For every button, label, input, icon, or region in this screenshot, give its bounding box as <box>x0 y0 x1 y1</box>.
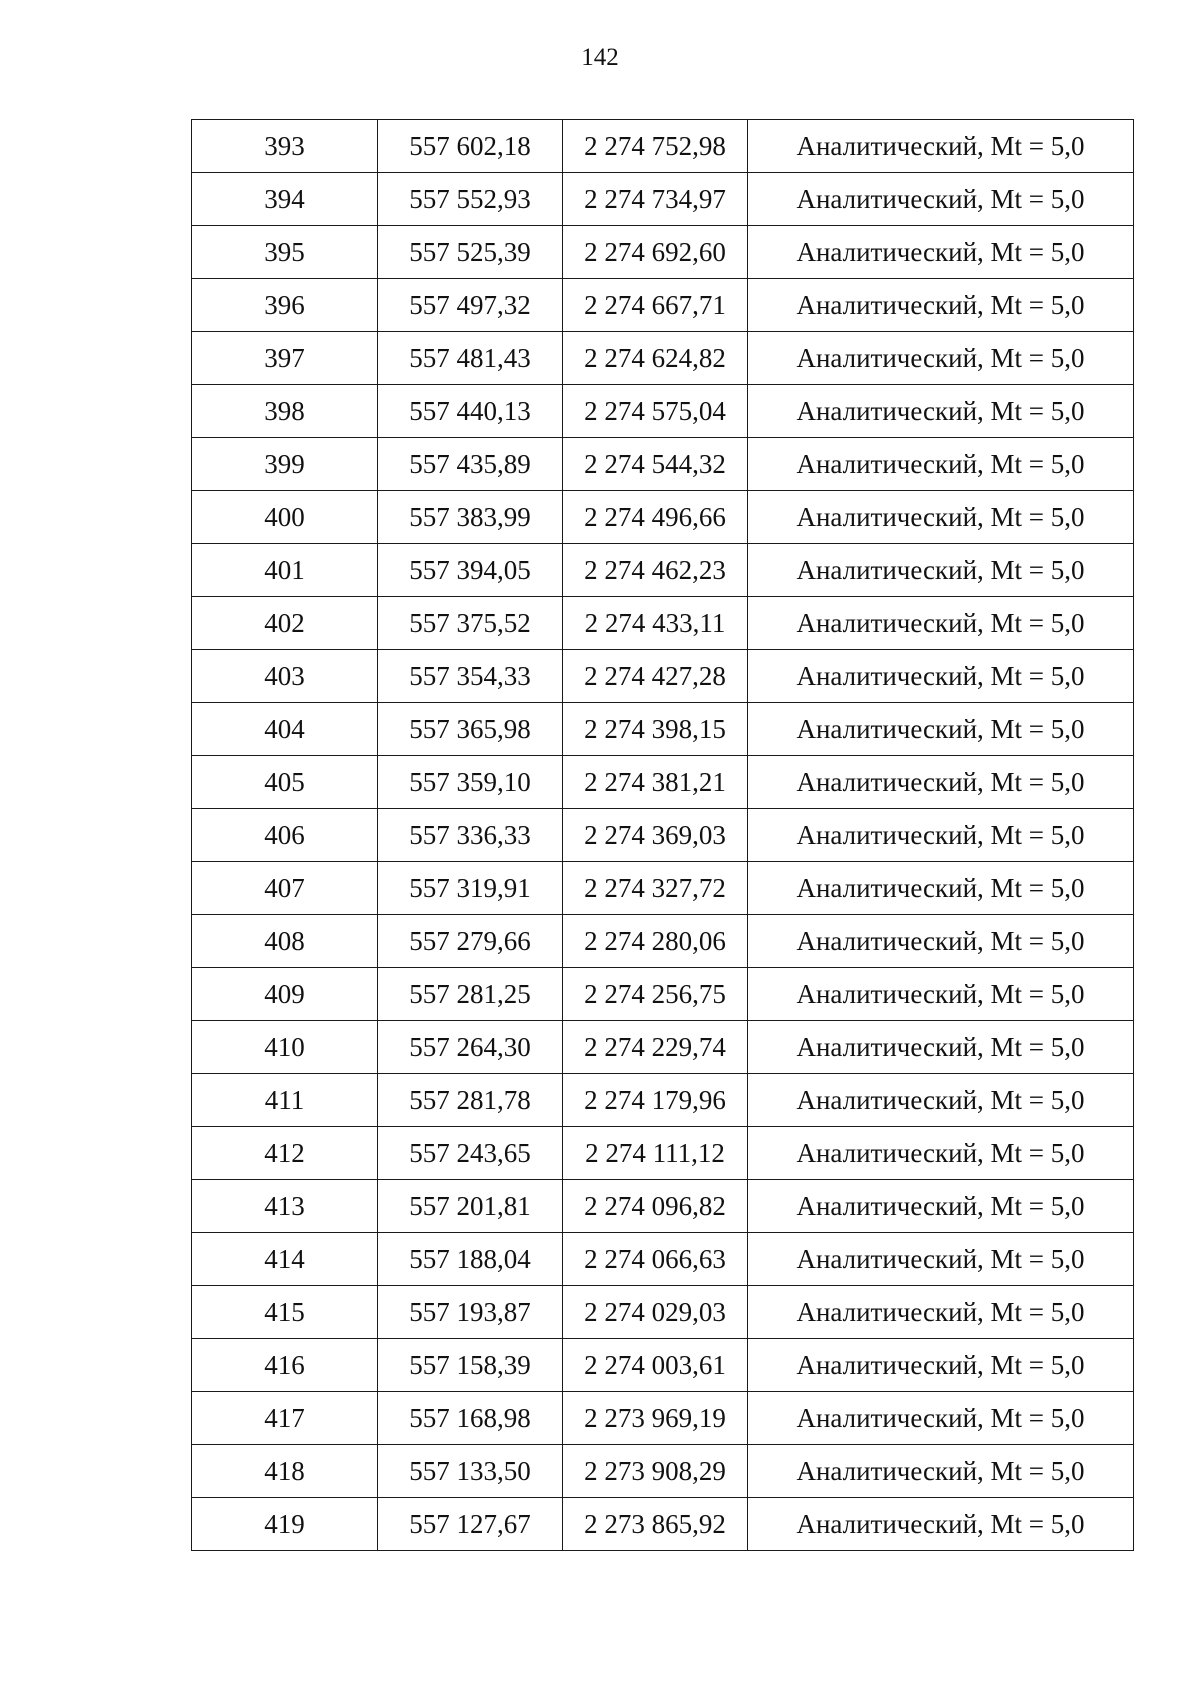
table-row <box>192 491 1134 544</box>
y-coordinate-cell: 2 274 433,11 <box>563 597 748 650</box>
point-number-cell: 397 <box>192 332 378 385</box>
point-number-cell: 409 <box>192 968 378 1021</box>
y-coordinate-cell: 2 273 865,92 <box>563 1498 748 1551</box>
y-coordinate-cell: 2 274 229,74 <box>563 1021 748 1074</box>
y-coordinate-cell: 2 274 029,03 <box>563 1286 748 1339</box>
y-coordinate-cell: 2 274 462,23 <box>563 544 748 597</box>
method-cell: Аналитический, Mt = 5,0 <box>748 1339 1134 1392</box>
y-coordinate-cell: 2 273 908,29 <box>563 1445 748 1498</box>
x-coordinate-cell: 557 188,04 <box>378 1233 563 1286</box>
table-row <box>192 1498 1134 1551</box>
method-cell: Аналитический, Mt = 5,0 <box>748 226 1134 279</box>
point-number-cell: 411 <box>192 1074 378 1127</box>
x-coordinate-cell: 557 319,91 <box>378 862 563 915</box>
y-coordinate-cell: 2 274 692,60 <box>563 226 748 279</box>
table-row <box>192 1339 1134 1392</box>
table-row <box>192 226 1134 279</box>
y-coordinate-cell: 2 274 734,97 <box>563 173 748 226</box>
x-coordinate-cell: 557 359,10 <box>378 756 563 809</box>
table-row <box>192 862 1134 915</box>
y-coordinate-cell: 2 274 369,03 <box>563 809 748 862</box>
method-cell: Аналитический, Mt = 5,0 <box>748 1392 1134 1445</box>
method-cell: Аналитический, Mt = 5,0 <box>748 1498 1134 1551</box>
method-cell: Аналитический, Mt = 5,0 <box>748 1286 1134 1339</box>
y-coordinate-cell: 2 274 398,15 <box>563 703 748 756</box>
method-cell: Аналитический, Mt = 5,0 <box>748 703 1134 756</box>
y-coordinate-cell: 2 274 624,82 <box>563 332 748 385</box>
method-cell: Аналитический, Mt = 5,0 <box>748 279 1134 332</box>
point-number-cell: 410 <box>192 1021 378 1074</box>
point-number-cell: 412 <box>192 1127 378 1180</box>
x-coordinate-cell: 557 158,39 <box>378 1339 563 1392</box>
x-coordinate-cell: 557 243,65 <box>378 1127 563 1180</box>
method-cell: Аналитический, Mt = 5,0 <box>748 120 1134 173</box>
y-coordinate-cell: 2 273 969,19 <box>563 1392 748 1445</box>
table-row <box>192 1021 1134 1074</box>
table-row <box>192 1233 1134 1286</box>
x-coordinate-cell: 557 552,93 <box>378 173 563 226</box>
point-number-cell: 405 <box>192 756 378 809</box>
method-cell: Аналитический, Mt = 5,0 <box>748 544 1134 597</box>
point-number-cell: 415 <box>192 1286 378 1339</box>
point-number-cell: 394 <box>192 173 378 226</box>
table-row <box>192 279 1134 332</box>
coordinates-table <box>191 119 1134 1551</box>
y-coordinate-cell: 2 274 111,12 <box>563 1127 748 1180</box>
point-number-cell: 398 <box>192 385 378 438</box>
point-number-cell: 393 <box>192 120 378 173</box>
method-cell: Аналитический, Mt = 5,0 <box>748 597 1134 650</box>
method-cell: Аналитический, Mt = 5,0 <box>748 650 1134 703</box>
point-number-cell: 417 <box>192 1392 378 1445</box>
table-row <box>192 597 1134 650</box>
x-coordinate-cell: 557 193,87 <box>378 1286 563 1339</box>
x-coordinate-cell: 557 497,32 <box>378 279 563 332</box>
point-number-cell: 402 <box>192 597 378 650</box>
y-coordinate-cell: 2 274 667,71 <box>563 279 748 332</box>
table-row <box>192 438 1134 491</box>
method-cell: Аналитический, Mt = 5,0 <box>748 1021 1134 1074</box>
x-coordinate-cell: 557 481,43 <box>378 332 563 385</box>
x-coordinate-cell: 557 354,33 <box>378 650 563 703</box>
table-row <box>192 332 1134 385</box>
y-coordinate-cell: 2 274 256,75 <box>563 968 748 1021</box>
method-cell: Аналитический, Mt = 5,0 <box>748 438 1134 491</box>
table-row <box>192 756 1134 809</box>
x-coordinate-cell: 557 281,78 <box>378 1074 563 1127</box>
method-cell: Аналитический, Mt = 5,0 <box>748 385 1134 438</box>
point-number-cell: 418 <box>192 1445 378 1498</box>
point-number-cell: 399 <box>192 438 378 491</box>
table-row <box>192 1180 1134 1233</box>
x-coordinate-cell: 557 279,66 <box>378 915 563 968</box>
x-coordinate-cell: 557 365,98 <box>378 703 563 756</box>
x-coordinate-cell: 557 127,67 <box>378 1498 563 1551</box>
x-coordinate-cell: 557 201,81 <box>378 1180 563 1233</box>
x-coordinate-cell: 557 383,99 <box>378 491 563 544</box>
point-number-cell: 396 <box>192 279 378 332</box>
point-number-cell: 407 <box>192 862 378 915</box>
page-number: 142 <box>581 44 619 71</box>
y-coordinate-cell: 2 274 381,21 <box>563 756 748 809</box>
method-cell: Аналитический, Mt = 5,0 <box>748 915 1134 968</box>
table-row <box>192 120 1134 173</box>
x-coordinate-cell: 557 394,05 <box>378 544 563 597</box>
point-number-cell: 401 <box>192 544 378 597</box>
x-coordinate-cell: 557 435,89 <box>378 438 563 491</box>
x-coordinate-cell: 557 525,39 <box>378 226 563 279</box>
table-row <box>192 385 1134 438</box>
method-cell: Аналитический, Mt = 5,0 <box>748 1127 1134 1180</box>
method-cell: Аналитический, Mt = 5,0 <box>748 173 1134 226</box>
point-number-cell: 400 <box>192 491 378 544</box>
point-number-cell: 403 <box>192 650 378 703</box>
method-cell: Аналитический, Mt = 5,0 <box>748 1180 1134 1233</box>
x-coordinate-cell: 557 602,18 <box>378 120 563 173</box>
method-cell: Аналитический, Mt = 5,0 <box>748 862 1134 915</box>
table-row <box>192 915 1134 968</box>
point-number-cell: 413 <box>192 1180 378 1233</box>
method-cell: Аналитический, Mt = 5,0 <box>748 332 1134 385</box>
y-coordinate-cell: 2 274 066,63 <box>563 1233 748 1286</box>
x-coordinate-cell: 557 281,25 <box>378 968 563 1021</box>
y-coordinate-cell: 2 274 003,61 <box>563 1339 748 1392</box>
table-row <box>192 1286 1134 1339</box>
y-coordinate-cell: 2 274 575,04 <box>563 385 748 438</box>
y-coordinate-cell: 2 274 544,32 <box>563 438 748 491</box>
method-cell: Аналитический, Mt = 5,0 <box>748 1074 1134 1127</box>
coordinates-table-body <box>192 120 1134 1551</box>
point-number-cell: 404 <box>192 703 378 756</box>
x-coordinate-cell: 557 375,52 <box>378 597 563 650</box>
x-coordinate-cell: 557 440,13 <box>378 385 563 438</box>
method-cell: Аналитический, Mt = 5,0 <box>748 1233 1134 1286</box>
y-coordinate-cell: 2 274 280,06 <box>563 915 748 968</box>
point-number-cell: 414 <box>192 1233 378 1286</box>
point-number-cell: 408 <box>192 915 378 968</box>
method-cell: Аналитический, Mt = 5,0 <box>748 968 1134 1021</box>
method-cell: Аналитический, Mt = 5,0 <box>748 809 1134 862</box>
point-number-cell: 395 <box>192 226 378 279</box>
y-coordinate-cell: 2 274 179,96 <box>563 1074 748 1127</box>
x-coordinate-cell: 557 336,33 <box>378 809 563 862</box>
table-row <box>192 1392 1134 1445</box>
table-row <box>192 173 1134 226</box>
point-number-cell: 416 <box>192 1339 378 1392</box>
point-number-cell: 419 <box>192 1498 378 1551</box>
method-cell: Аналитический, Mt = 5,0 <box>748 756 1134 809</box>
table-row <box>192 809 1134 862</box>
table-row <box>192 1445 1134 1498</box>
table-row <box>192 650 1134 703</box>
table-row <box>192 968 1134 1021</box>
table-row <box>192 544 1134 597</box>
table-row <box>192 703 1134 756</box>
x-coordinate-cell: 557 264,30 <box>378 1021 563 1074</box>
method-cell: Аналитический, Mt = 5,0 <box>748 1445 1134 1498</box>
y-coordinate-cell: 2 274 327,72 <box>563 862 748 915</box>
x-coordinate-cell: 557 133,50 <box>378 1445 563 1498</box>
y-coordinate-cell: 2 274 496,66 <box>563 491 748 544</box>
x-coordinate-cell: 557 168,98 <box>378 1392 563 1445</box>
table-row <box>192 1074 1134 1127</box>
point-number-cell: 406 <box>192 809 378 862</box>
method-cell: Аналитический, Mt = 5,0 <box>748 491 1134 544</box>
y-coordinate-cell: 2 274 752,98 <box>563 120 748 173</box>
y-coordinate-cell: 2 274 096,82 <box>563 1180 748 1233</box>
table-row <box>192 1127 1134 1180</box>
y-coordinate-cell: 2 274 427,28 <box>563 650 748 703</box>
